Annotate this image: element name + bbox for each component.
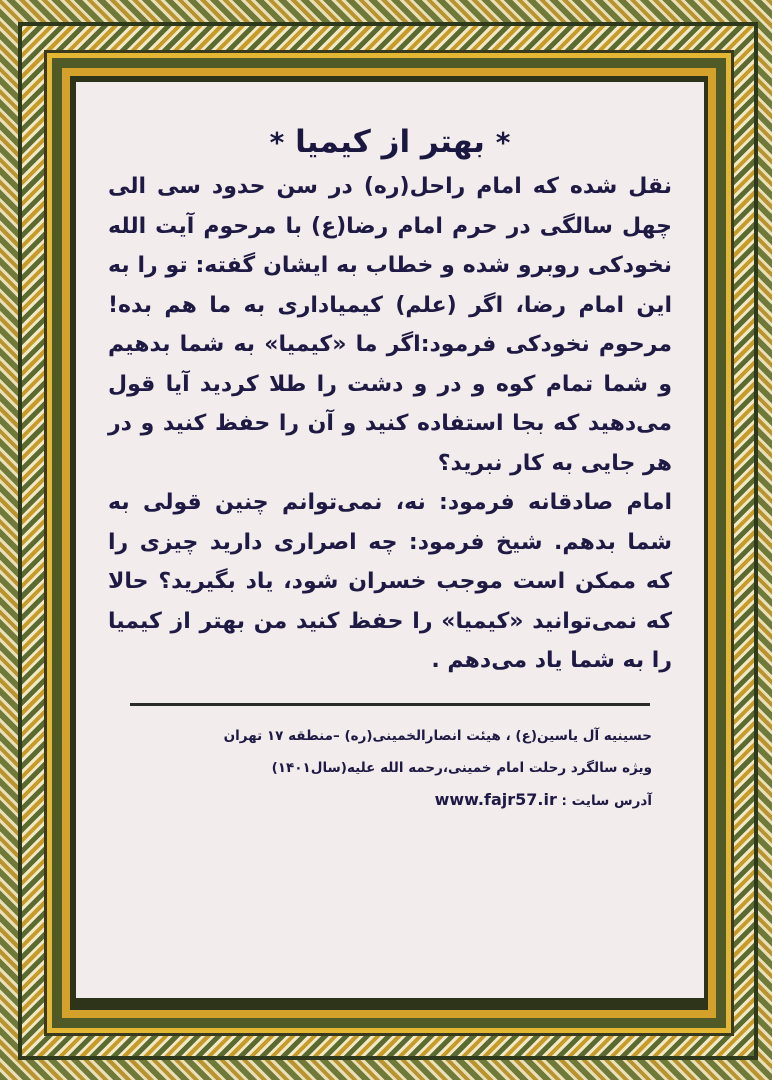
footer-occasion: ویژه سالگرد رحلت امام خمینی،رحمه الله علیه(سال۱۴۰۱) (271, 759, 652, 776)
title-star-left: * (269, 126, 285, 159)
title-star-right: * (495, 126, 511, 159)
site-url: www.fajr57.ir (434, 789, 557, 809)
card-title (108, 122, 672, 163)
card-footer (108, 720, 672, 817)
footer-organization: حسینیه آل یاسین(ع) ، هیئت انصارالخمینی(ره) –منطقه ۱۷ تهران (223, 727, 652, 744)
story-text (108, 167, 672, 681)
card-panel (76, 82, 704, 998)
title-text: بهتر از کیمیا (295, 124, 485, 160)
story-paragraph-1: نقل شده که امام راحل(ره) در سن حدود سی الی چهل سالگی در حرم امام رضا(ع) با مرحوم آیت الله نخودکی روبرو شده و خطاب به ایشان گفته: تو را به این امام رضا، اگر (علم) کیمیاداری به ما هم بده! مرحوم نخودکی فرمود:اگر ما «کیمیا» به شما بدهیم و شما تمام کوه و در و دشت را طلا کردید آیا قول می‌دهید که بجا استفاده کنید و آن را حفظ کنید و در هر جایی به کار نبرید؟ (108, 174, 672, 476)
footer-site-row (108, 784, 652, 817)
site-label: آدرس سایت : (561, 792, 652, 809)
story-paragraph-2: امام صادقانه فرمود: نه، نمی‌توانم چنین قولی به شما بدهم. شیخ فرمود: چه اصراری دارید چیزی را که ممکن است موجب خسران شود، یاد بگیرید؟ حالا که نمی‌توانید «کیمیا» را حفظ کنید من بهتر از کیمیا را به شما یاد می‌دهم . (108, 490, 672, 673)
footer-divider (130, 703, 650, 706)
